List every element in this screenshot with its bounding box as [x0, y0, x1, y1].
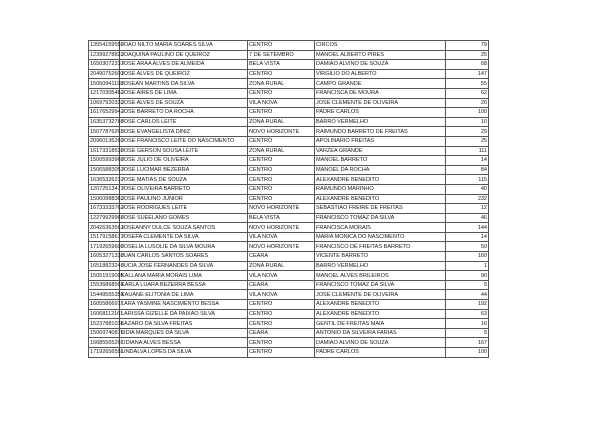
person-name-cell: JOSE OLIVEIRA BARRETO	[120, 184, 248, 194]
number-cell: 100	[446, 348, 489, 358]
registration-number-cell: 16176529942	[90, 109, 124, 116]
neighborhood-cell: CENTRO	[248, 156, 315, 166]
neighborhood-cell: VILA NOVA	[248, 290, 315, 300]
table-row	[89, 117, 489, 127]
voter-table-body	[89, 41, 489, 358]
school-cell: SEBASTIAO FREIRE DE FREITAS	[315, 204, 446, 214]
person-name-cell: JOAO NILTO MARIA SOARES SILVA	[120, 41, 248, 51]
person-name-cell: JOSEANNY DULCE SOUZA SANTOS	[120, 223, 248, 233]
person-name-cell: JOSE JULIO DE OLIVEIRA	[120, 156, 248, 166]
person-name-cell: JOSE RODRIGUES LEITE	[120, 204, 248, 214]
registration-number-cell: 16055866917	[90, 301, 124, 308]
school-cell: VICENTE BARRETO	[315, 252, 446, 262]
person-name-cell: JOSE AIRES DE LIMA	[120, 88, 248, 98]
neighborhood-cell: CENTRO	[248, 319, 315, 329]
table-row	[89, 213, 489, 223]
voter-table	[88, 40, 489, 358]
table-row	[89, 242, 489, 252]
table-row	[89, 348, 489, 358]
neighborhood-cell: VILA NOVA	[248, 98, 315, 108]
person-name-cell: JOSE MATIAS DE SOUZA	[120, 175, 248, 185]
registration-number-cell: 16685565267	[90, 339, 124, 346]
registration-number-cell: 20426363561	[90, 224, 124, 231]
number-cell: 44	[446, 290, 489, 300]
school-cell: ANTONIO DA SILVEIRA FARIAS	[315, 328, 446, 338]
registration-number-cell: 15050941198	[90, 80, 124, 87]
person-name-cell: JOAQUINA PAULINO DE QUEIROZ	[120, 50, 248, 60]
neighborhood-cell: NOVO HORIZONTE	[248, 127, 315, 137]
number-cell: 79	[446, 41, 489, 51]
neighborhood-cell: CEARA	[248, 328, 315, 338]
table-row	[89, 309, 489, 319]
person-name-cell: KARLA LUARA BEZERRA BESSA	[120, 280, 248, 290]
table-row	[89, 136, 489, 146]
number-cell: 63	[446, 309, 489, 319]
person-name-cell: JUCIA JOSE FERNANDES DA SILVA	[120, 261, 248, 271]
table-row	[89, 232, 489, 242]
neighborhood-cell: CENTRO	[248, 184, 315, 194]
neighborhood-cell: CENTRO	[248, 338, 315, 348]
person-name-cell: LIDIANA ALVES BESSA	[120, 338, 248, 348]
number-cell: 232	[446, 194, 489, 204]
table-row	[89, 156, 489, 166]
school-cell: FRANCISCO TOMAZ DA SILVA	[315, 280, 446, 290]
neighborhood-cell: NOVO HORIZONTE	[248, 204, 315, 214]
school-cell: JOSE CLEMENTE DE OLIVEIRA	[315, 98, 446, 108]
table-row	[89, 60, 489, 70]
school-cell: CIRCOS	[315, 41, 446, 51]
person-name-cell: JOSE GERSON SOUSA LEITE	[120, 146, 248, 156]
number-cell: 14	[446, 232, 489, 242]
school-cell: JOSE CLEMENTE DE OLIVEIRA	[315, 290, 446, 300]
school-cell: ALEXANDRE BENEDITO	[315, 309, 446, 319]
registration-number-cell: 16365326237	[90, 176, 124, 183]
person-name-cell: JOSEFA CLEMENTE DA SILVA	[120, 232, 248, 242]
person-name-cell: LINDALVA LOPES DA SILVA	[120, 348, 248, 358]
neighborhood-cell: CENTRO	[248, 136, 315, 146]
number-cell: 147	[446, 69, 489, 79]
school-cell: RAIMUNDO MARINHO	[315, 184, 446, 194]
number-cell: 46	[446, 213, 489, 223]
table-row	[89, 280, 489, 290]
table-row	[89, 175, 489, 185]
school-cell: MANOEL BARRETO	[315, 156, 446, 166]
table-row	[89, 319, 489, 329]
school-cell: APOLINARIO FREITAS	[315, 136, 446, 146]
registration-number-cell: 15179158677	[90, 234, 124, 241]
school-cell: FRANCISCA MORAIS	[315, 223, 446, 233]
number-cell: 25	[446, 50, 489, 60]
school-cell: VARZEA GRANDE	[315, 146, 446, 156]
table-row	[89, 252, 489, 262]
registration-number-cell: 16733333762	[90, 205, 124, 212]
table-row	[89, 88, 489, 98]
table-row	[89, 41, 489, 51]
school-cell: BARRO VERMELHO	[315, 117, 446, 127]
table-row	[89, 98, 489, 108]
school-cell: CAMPO GRANDE	[315, 79, 446, 89]
number-cell: 20	[446, 98, 489, 108]
neighborhood-cell: CEARA	[248, 280, 315, 290]
registration-number-cell: 12399278822	[90, 51, 124, 58]
table-row	[89, 146, 489, 156]
school-cell: GENTIL DE FREITAS MAIA	[315, 319, 446, 329]
number-cell: 111	[446, 146, 489, 156]
neighborhood-cell: NOVO HORIZONTE	[248, 223, 315, 233]
registration-number-cell: 15005993966	[90, 157, 124, 164]
person-name-cell: JOSE BARRETO DA ROCHA	[120, 108, 248, 118]
person-name-cell: JOSE ALVES DE QUEIROZ	[120, 69, 248, 79]
registration-number-cell: 16053271338	[90, 253, 124, 260]
person-name-cell: JOSE CARLOS LEITE	[120, 117, 248, 127]
registration-number-cell: 16173318536	[90, 147, 124, 154]
number-cell: 167	[446, 338, 489, 348]
person-name-cell: JOSE LUCIMAR BEZERRA	[120, 165, 248, 175]
number-cell: 29	[446, 127, 489, 137]
neighborhood-cell: ZONA RURAL	[248, 79, 315, 89]
person-name-cell: LARA YASMINE NASCIMENTO BESSA	[120, 300, 248, 310]
person-name-cell: JOSE SUEELANO GOMES	[120, 213, 248, 223]
table-row	[89, 50, 489, 60]
school-cell: MANOEL ALBERTO PIRES	[315, 50, 446, 60]
school-cell: ALEXANDRE BENEDITO	[315, 175, 446, 185]
neighborhood-cell: CENTRO	[248, 300, 315, 310]
table-row	[89, 194, 489, 204]
person-name-cell: JOSE PAULINO JUNIOR	[120, 194, 248, 204]
registration-number-cell: 17192659606	[90, 243, 124, 250]
school-cell: VIRGILIO DO ALBERTO	[315, 69, 446, 79]
school-cell: FRANCISCA DE MOURA	[315, 88, 446, 98]
person-name-cell: JUAN CARLOS SANTOS SOARES	[120, 252, 248, 262]
neighborhood-cell: CENTRO	[248, 88, 315, 98]
neighborhood-cell: ZONA RURAL	[248, 261, 315, 271]
neighborhood-cell: CEARA	[248, 252, 315, 262]
registration-number-cell: 17192656551	[90, 349, 124, 356]
school-cell: MARIA MONICA DO NASCIMENTO	[315, 232, 446, 242]
number-cell: 192	[446, 300, 489, 310]
person-name-cell: KAUANE ELITONIA DE LIMA	[120, 290, 248, 300]
neighborhood-cell: ZONA RURAL	[248, 117, 315, 127]
registration-number-cell: 15077876265	[90, 128, 124, 135]
registration-number-cell: 15069740879	[90, 330, 124, 337]
table-row	[89, 271, 489, 281]
number-cell: 16	[446, 319, 489, 329]
person-name-cell: LAZARO DA SILVA FREITAS	[120, 319, 248, 329]
school-cell: BARRO VERMELHO	[315, 261, 446, 271]
number-cell: 68	[446, 60, 489, 70]
number-cell: 14	[446, 156, 489, 166]
registration-number-cell: 15237881038	[90, 320, 124, 327]
person-name-cell: JOSE ARAA ALVES DE ALMEIDA	[120, 60, 248, 70]
person-name-cell: JOSEAN MARTINS DA SILVA	[120, 79, 248, 89]
neighborhood-cell: BELA VISTA	[248, 60, 315, 70]
table-row	[89, 165, 489, 175]
number-cell: 90	[446, 271, 489, 281]
registration-number-cell: 15065883057	[90, 167, 124, 174]
table-row	[89, 108, 489, 118]
neighborhood-cell: ZONA RURAL	[248, 146, 315, 156]
table-row	[89, 69, 489, 79]
registration-number-cell: 12072513477	[90, 186, 124, 193]
registration-number-cell: 10697920332	[90, 99, 124, 106]
school-cell: RAIMUNDO BARRETO DE FREITAS	[315, 127, 446, 137]
table-row	[89, 223, 489, 233]
person-name-cell: JOSELIA LUSOLIE DA SILVA MOURA	[120, 242, 248, 252]
person-name-cell: JOSE FRANCISCO LEITE DO NASCIMENTO	[120, 136, 248, 146]
number-cell: 144	[446, 223, 489, 233]
table-row	[89, 300, 489, 310]
registration-number-cell: 16068112161	[90, 310, 124, 317]
registration-number-cell: 12279929966	[90, 214, 124, 221]
neighborhood-cell: CENTRO	[248, 69, 315, 79]
person-name-cell: JOSE ALVES DE SOUZA	[120, 98, 248, 108]
neighborhood-cell: CENTRO	[248, 175, 315, 185]
number-cell: 1	[446, 261, 489, 271]
school-cell: ALEXANDRE BENEDITO	[315, 194, 446, 204]
neighborhood-cell: CENTRO	[248, 108, 315, 118]
school-cell: FRANCISCO TOMAZ DA SILVA	[315, 213, 446, 223]
neighborhood-cell: CENTRO	[248, 194, 315, 204]
number-cell: 62	[446, 88, 489, 98]
neighborhood-cell: CENTRO	[248, 41, 315, 51]
neighborhood-cell: VILA NOVA	[248, 271, 315, 281]
school-cell: DAMIAO ALVINO DE SOUZA	[315, 60, 446, 70]
number-cell: 12	[446, 204, 489, 214]
number-cell: 100	[446, 108, 489, 118]
registration-number-cell: 16353732788	[90, 119, 124, 126]
school-cell: PADRE CARLOS	[315, 348, 446, 358]
school-cell: PADRE CARLOS	[315, 108, 446, 118]
table-row	[89, 204, 489, 214]
school-cell: DAMIAO ALVINO DE SOUZA	[315, 338, 446, 348]
number-cell: 25	[446, 136, 489, 146]
neighborhood-cell: BELA VISTA	[248, 213, 315, 223]
number-cell: 115	[446, 175, 489, 185]
person-name-cell: KALLANA MARIA MORAIS LIMA	[120, 271, 248, 281]
neighborhood-cell: CENTRO	[248, 348, 315, 358]
table-row	[89, 184, 489, 194]
number-cell: 55	[446, 79, 489, 89]
number-cell: 160	[446, 252, 489, 262]
registration-number-cell: 15051919095	[90, 272, 124, 279]
person-name-cell: LIDIA MARQUES DA SILVA	[120, 328, 248, 338]
registration-number-cell: 16518823246	[90, 262, 124, 269]
neighborhood-cell: VILA NOVA	[248, 232, 315, 242]
number-cell: 10	[446, 117, 489, 127]
number-cell: 40	[446, 184, 489, 194]
registration-number-cell: 20490752601	[90, 71, 124, 78]
table-row	[89, 79, 489, 89]
number-cell: 50	[446, 242, 489, 252]
registration-number-cell: 15536868561	[90, 282, 124, 289]
neighborhood-cell: NOVO HORIZONTE	[248, 242, 315, 252]
school-cell: ALEXANDRE BENEDITO	[315, 300, 446, 310]
neighborhood-cell: 7 DE SETEMBRO	[248, 50, 315, 60]
neighborhood-cell: CENTRO	[248, 309, 315, 319]
registration-number-cell: 16503072337	[90, 61, 124, 68]
table-row	[89, 127, 489, 137]
registration-number-cell: 12170305482	[90, 90, 124, 97]
registration-number-cell: 13554159556	[90, 42, 124, 49]
number-cell: 5	[446, 280, 489, 290]
number-cell: 5	[446, 328, 489, 338]
table-row	[89, 338, 489, 348]
person-name-cell: LARISSA GIZELLE DA PAIXAO SILVA	[120, 309, 248, 319]
table-row	[89, 290, 489, 300]
school-cell: MANOEL ALVES BRILEIROS	[315, 271, 446, 281]
school-cell: FRANCISCO DE FREITAS BARRETO	[315, 242, 446, 252]
neighborhood-cell: CENTRO	[248, 165, 315, 175]
school-cell: MANOEL DA ROCHA	[315, 165, 446, 175]
table-row	[89, 261, 489, 271]
number-cell: 84	[446, 165, 489, 175]
registration-number-cell: 15449555351	[90, 291, 124, 298]
registration-number-cell: 15060988382	[90, 195, 124, 202]
table-row	[89, 328, 489, 338]
registration-number-cell: 20960136289	[90, 138, 124, 145]
person-name-cell: JOSE EVANGELISTA DINIZ	[120, 127, 248, 137]
